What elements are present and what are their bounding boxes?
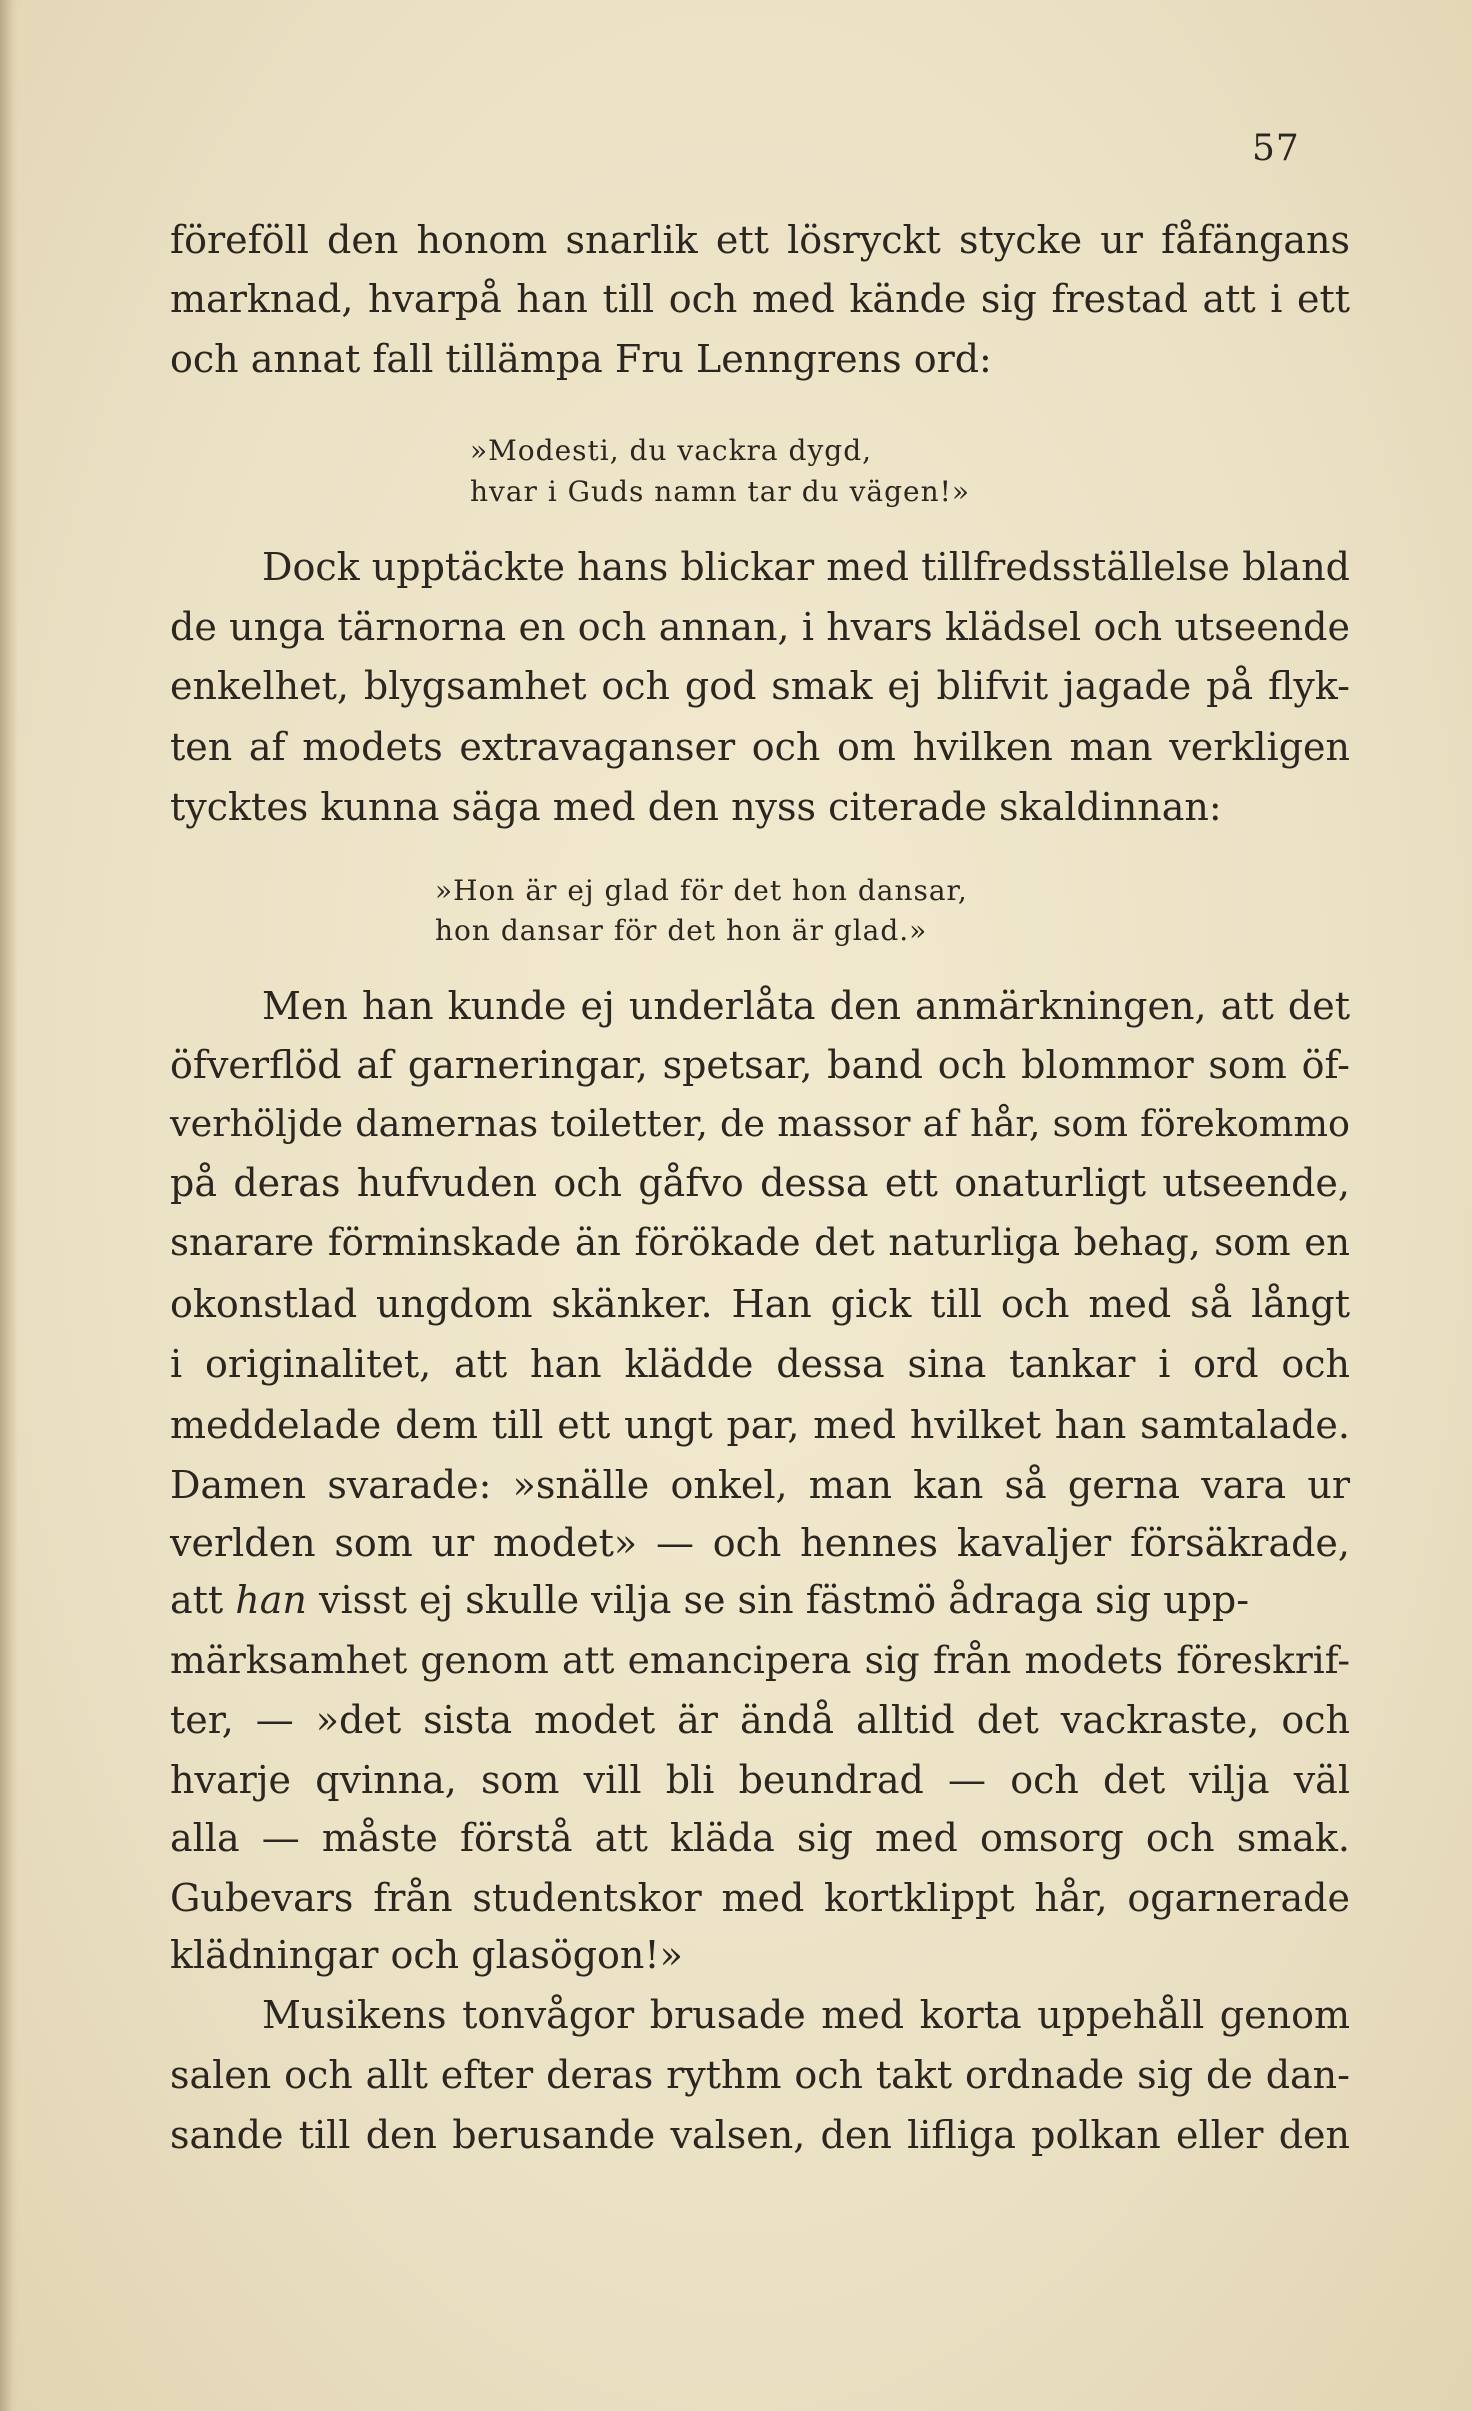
text-line: meddelade dem till ett ungt par, med hvilket han samtalade.	[170, 1403, 1350, 1447]
text-line: klädningar och glasögon!»	[170, 1933, 683, 1977]
text-line: de unga tärnorna en och annan, i hvars klädsel och utseende	[170, 605, 1350, 649]
text-line: ter, — »det sista modet är ändå alltid det vackraste, och	[170, 1698, 1350, 1742]
text-line: märksamhet genom att emancipera sig från modets föreskrif-	[170, 1638, 1350, 1682]
text-line: föreföll den honom snarlik ett lösryckt stycke ur fåfängans	[170, 218, 1350, 262]
italic-word: han	[235, 1578, 307, 1622]
text-fragment: att	[170, 1578, 236, 1622]
text-line: verhöljde damernas toiletter, de massor af hår, som förekommo	[170, 1102, 1350, 1145]
verse-line: hvar i Guds namn tar du vägen!»	[470, 475, 970, 508]
text-line: Dock upptäckte hans blickar med tillfredsställelse bland	[262, 545, 1350, 589]
text-line: hvarje qvinna, som vill bli beundrad — och det vilja väl	[170, 1758, 1350, 1802]
text-line: salen och allt efter deras rythm och takt ordnade sig de dan-	[170, 2053, 1350, 2097]
binding-edge	[0, 0, 18, 2411]
text-line: och annat fall tillämpa Fru Lenngrens ord:	[170, 337, 992, 381]
text-line: tycktes kunna säga med den nyss citerade skaldinnan:	[170, 785, 1222, 829]
text-line: sande till den berusande valsen, den lifliga polkan eller den	[170, 2113, 1350, 2157]
verse-line: hon dansar för det hon är glad.»	[435, 914, 928, 947]
verse-line: »Modesti, du vackra dygd,	[470, 434, 873, 467]
text-line: Gubevars från studentskor med kortklippt hår, ogarnerade	[170, 1876, 1350, 1920]
text-line: Men han kunde ej underlåta den anmärkningen, att det	[262, 984, 1350, 1028]
text-line: okonstlad ungdom skänker. Han gick till och med så långt	[170, 1282, 1350, 1326]
text-line: snarare förminskade än förökade det naturliga behag, som en	[170, 1221, 1350, 1264]
text-fragment: visst ej skulle vilja se sin fästmö ådraga sig upp-	[306, 1578, 1250, 1622]
text-line: alla — måste förstå att kläda sig med omsorg och smak.	[170, 1816, 1350, 1860]
text-line: på deras hufvuden och gåfvo dessa ett onaturligt utseende,	[170, 1161, 1350, 1205]
page-number: 57	[1252, 128, 1300, 169]
verse-line: »Hon är ej glad för det hon dansar,	[435, 874, 968, 907]
text-line: Musikens tonvågor brusade med korta uppehåll genom	[262, 1993, 1350, 2037]
text-line: i originalitet, att han klädde dessa sina tankar i ord och	[170, 1342, 1350, 1386]
text-line: Damen svarade: »snälle onkel, man kan så gerna vara ur	[170, 1463, 1350, 1507]
text-line: marknad, hvarpå han till och med kände sig frestad att i ett	[170, 277, 1350, 321]
text-line: verlden som ur modet» — och hennes kavaljer försäkrade,	[170, 1521, 1350, 1565]
text-line: ten af modets extravaganser och om hvilken man verkligen	[170, 725, 1350, 769]
text-line: enkelhet, blygsamhet och god smak ej blifvit jagade på flyk-	[170, 664, 1350, 708]
text-line: öfverflöd af garneringar, spetsar, band och blommor som öf-	[170, 1043, 1350, 1087]
text-line-with-italic	[170, 1570, 1350, 1630]
